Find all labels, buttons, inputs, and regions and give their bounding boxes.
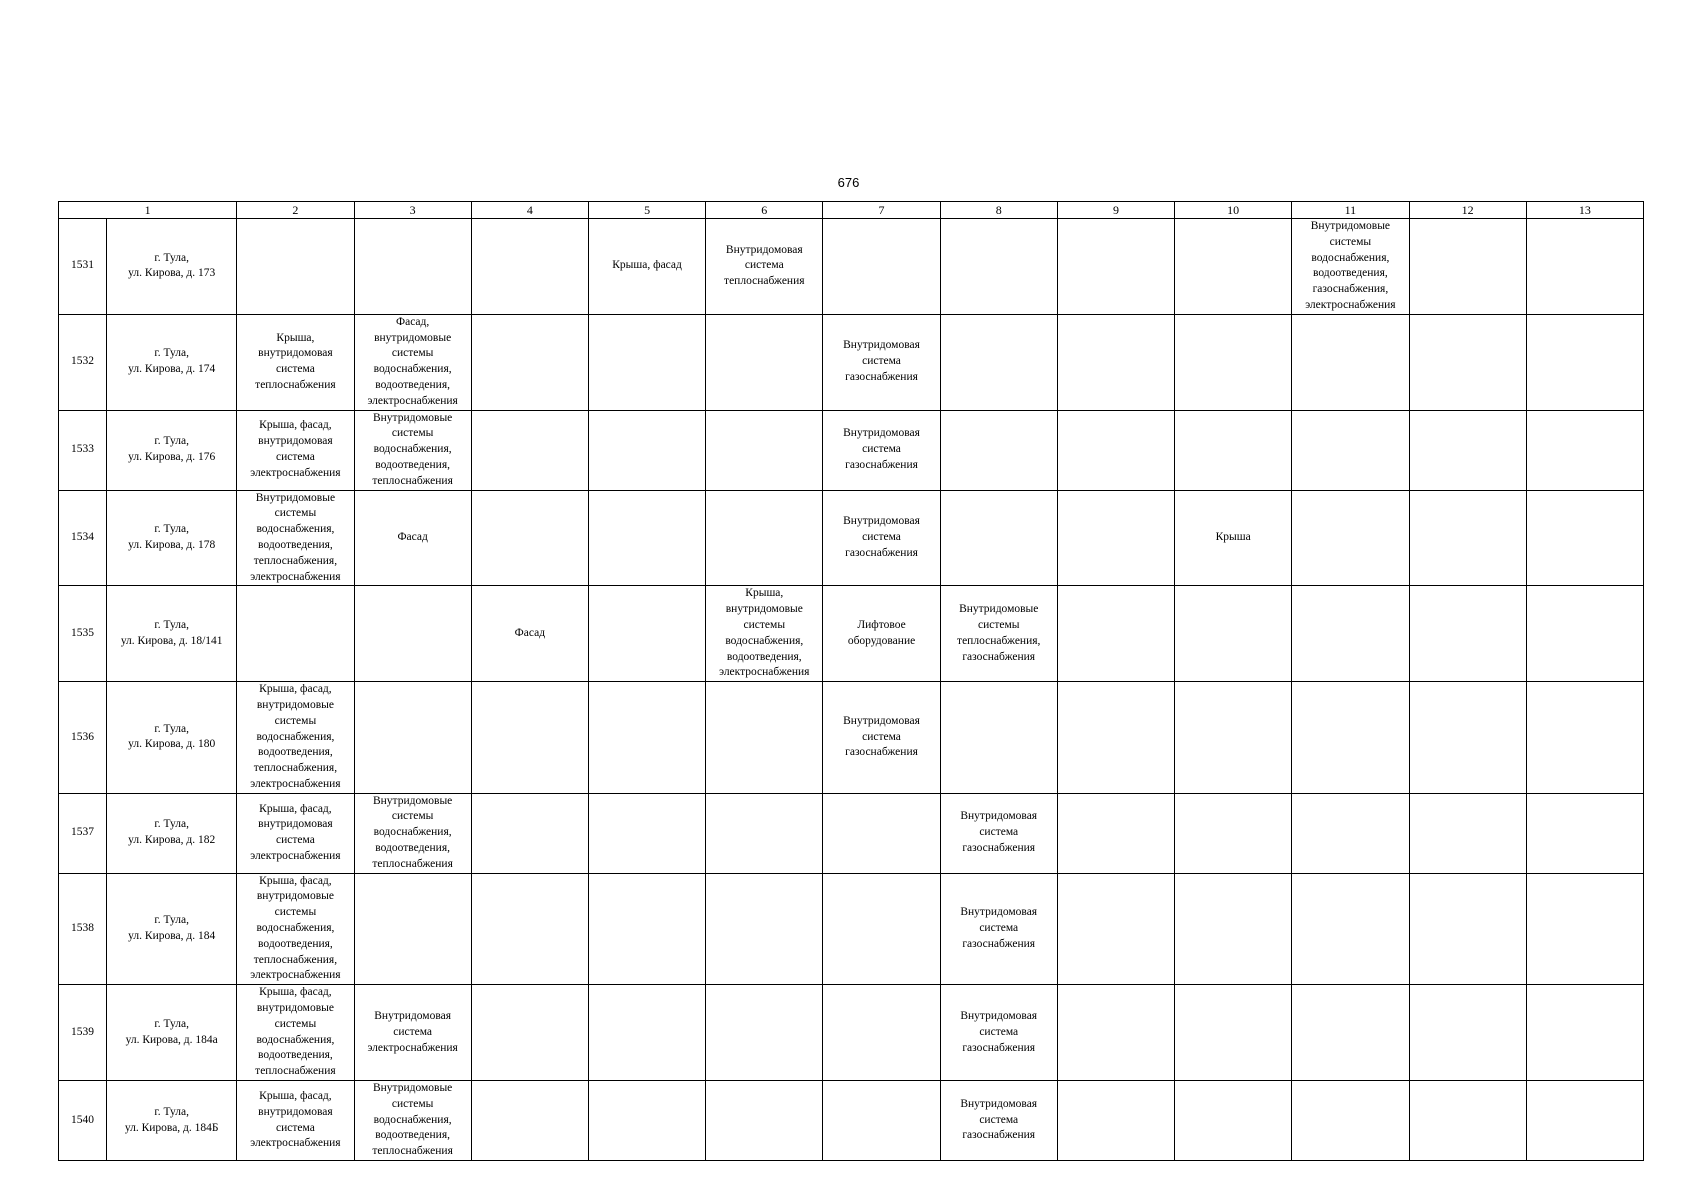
work-cell-col-5 xyxy=(588,793,705,873)
work-cell-col-11 xyxy=(1292,873,1409,985)
work-cell-col-9 xyxy=(1057,873,1174,985)
column-header: 9 xyxy=(1057,202,1174,219)
work-cell-col-9 xyxy=(1057,985,1174,1081)
work-cell-col-6 xyxy=(706,873,823,985)
work-cell-col-4 xyxy=(471,314,588,410)
table-row xyxy=(59,410,1644,490)
work-cell-col-11 xyxy=(1292,985,1409,1081)
work-cell-col-6: Крыша, внутридомовые системы водоснабжения, водоотведения, электроснабжения xyxy=(706,586,823,682)
row-number: 1531 xyxy=(59,219,107,315)
work-cell-col-3: Внутридомовые системы водоснабжения, водоотведения, теплоснабжения xyxy=(354,1081,471,1161)
address-cell: г. Тула, ул. Кирова, д. 184 xyxy=(107,873,237,985)
address-cell: г. Тула, ул. Кирова, д. 18/141 xyxy=(107,586,237,682)
work-cell-col-3 xyxy=(354,586,471,682)
work-cell-col-5 xyxy=(588,410,705,490)
work-cell-col-12 xyxy=(1409,314,1526,410)
address-cell: г. Тула, ул. Кирова, д. 178 xyxy=(107,490,237,586)
work-cell-col-3 xyxy=(354,873,471,985)
table-row xyxy=(59,985,1644,1081)
work-cell-col-12 xyxy=(1409,586,1526,682)
address-cell: г. Тула, ул. Кирова, д. 173 xyxy=(107,219,237,315)
work-cell-col-9 xyxy=(1057,793,1174,873)
work-cell-col-7 xyxy=(823,985,940,1081)
row-number: 1539 xyxy=(59,985,107,1081)
column-header: 8 xyxy=(940,202,1057,219)
work-cell-col-3: Внутридомовая система электроснабжения xyxy=(354,985,471,1081)
row-number: 1535 xyxy=(59,586,107,682)
work-cell-col-6 xyxy=(706,793,823,873)
work-cell-col-8 xyxy=(940,682,1057,794)
work-cell-col-6 xyxy=(706,985,823,1081)
work-cell-col-8: Внутридомовая система газоснабжения xyxy=(940,1081,1057,1161)
row-number: 1540 xyxy=(59,1081,107,1161)
work-cell-col-11 xyxy=(1292,410,1409,490)
work-cell-col-11 xyxy=(1292,793,1409,873)
work-cell-col-7: Внутридомовая система газоснабжения xyxy=(823,410,940,490)
work-cell-col-12 xyxy=(1409,793,1526,873)
work-cell-col-7 xyxy=(823,793,940,873)
column-header: 2 xyxy=(237,202,354,219)
work-cell-col-8 xyxy=(940,410,1057,490)
work-cell-col-13 xyxy=(1526,1081,1643,1161)
column-header: 11 xyxy=(1292,202,1409,219)
column-header: 6 xyxy=(706,202,823,219)
work-cell-col-3: Внутридомовые системы водоснабжения, водоотведения, теплоснабжения xyxy=(354,793,471,873)
work-cell-col-7 xyxy=(823,873,940,985)
work-cell-col-7: Внутридомовая система газоснабжения xyxy=(823,314,940,410)
column-header: 13 xyxy=(1526,202,1643,219)
work-cell-col-2 xyxy=(237,219,354,315)
work-cell-col-6 xyxy=(706,410,823,490)
work-cell-col-11 xyxy=(1292,682,1409,794)
work-cell-col-3: Внутридомовые системы водоснабжения, водоотведения, теплоснабжения xyxy=(354,410,471,490)
work-cell-col-13 xyxy=(1526,314,1643,410)
work-cell-col-9 xyxy=(1057,586,1174,682)
work-cell-col-11 xyxy=(1292,314,1409,410)
work-cell-col-12 xyxy=(1409,490,1526,586)
work-cell-col-4 xyxy=(471,682,588,794)
work-cell-col-10 xyxy=(1175,1081,1292,1161)
work-cell-col-7: Лифтовое оборудование xyxy=(823,586,940,682)
work-cell-col-8: Внутридомовая система газоснабжения xyxy=(940,873,1057,985)
work-cell-col-8: Внутридомовая система газоснабжения xyxy=(940,985,1057,1081)
work-cell-col-12 xyxy=(1409,985,1526,1081)
work-cell-col-5 xyxy=(588,1081,705,1161)
table-row xyxy=(59,682,1644,794)
work-cell-col-10 xyxy=(1175,314,1292,410)
work-cell-col-11 xyxy=(1292,586,1409,682)
work-cell-col-10 xyxy=(1175,586,1292,682)
work-cell-col-13 xyxy=(1526,793,1643,873)
address-cell: г. Тула, ул. Кирова, д. 174 xyxy=(107,314,237,410)
row-number: 1536 xyxy=(59,682,107,794)
work-cell-col-7: Внутридомовая система газоснабжения xyxy=(823,682,940,794)
work-cell-col-2: Крыша, фасад, внутридомовая система электроснабжения xyxy=(237,793,354,873)
work-cell-col-13 xyxy=(1526,490,1643,586)
work-cell-col-8 xyxy=(940,219,1057,315)
work-cell-col-12 xyxy=(1409,410,1526,490)
work-cell-col-11: Внутридомовые системы водоснабжения, водоотведения, газоснабжения, электроснабжения xyxy=(1292,219,1409,315)
work-cell-col-3: Фасад, внутридомовые системы водоснабжения, водоотведения, электроснабжения xyxy=(354,314,471,410)
work-cell-col-5 xyxy=(588,586,705,682)
row-number: 1533 xyxy=(59,410,107,490)
work-cell-col-9 xyxy=(1057,490,1174,586)
work-cell-col-10 xyxy=(1175,219,1292,315)
work-cell-col-5: Крыша, фасад xyxy=(588,219,705,315)
column-header: 3 xyxy=(354,202,471,219)
work-cell-col-4 xyxy=(471,219,588,315)
address-cell: г. Тула, ул. Кирова, д. 184а xyxy=(107,985,237,1081)
work-cell-col-2: Крыша, фасад, внутридомовая система электроснабжения xyxy=(237,410,354,490)
work-cell-col-5 xyxy=(588,490,705,586)
work-cell-col-4 xyxy=(471,793,588,873)
work-cell-col-6 xyxy=(706,314,823,410)
work-cell-col-7: Внутридомовая система газоснабжения xyxy=(823,490,940,586)
work-cell-col-5 xyxy=(588,314,705,410)
work-cell-col-5 xyxy=(588,873,705,985)
work-cell-col-11 xyxy=(1292,490,1409,586)
work-cell-col-2 xyxy=(237,586,354,682)
work-cell-col-7 xyxy=(823,1081,940,1161)
table-row xyxy=(59,873,1644,985)
work-cell-col-12 xyxy=(1409,682,1526,794)
work-cell-col-11 xyxy=(1292,1081,1409,1161)
header-row xyxy=(59,202,1644,219)
work-cell-col-12 xyxy=(1409,219,1526,315)
column-header: 1 xyxy=(59,202,237,219)
table-row xyxy=(59,793,1644,873)
work-cell-col-2: Крыша, фасад, внутридомовые системы водоснабжения, водоотведения, теплоснабжения xyxy=(237,985,354,1081)
column-header: 5 xyxy=(588,202,705,219)
work-cell-col-13 xyxy=(1526,219,1643,315)
work-cell-col-6: Внутридомовая система теплоснабжения xyxy=(706,219,823,315)
work-cell-col-8 xyxy=(940,490,1057,586)
column-header: 7 xyxy=(823,202,940,219)
row-number: 1538 xyxy=(59,873,107,985)
table-row xyxy=(59,586,1644,682)
work-cell-col-4 xyxy=(471,410,588,490)
work-cell-col-4 xyxy=(471,985,588,1081)
work-cell-col-8: Внутридомовая система газоснабжения xyxy=(940,793,1057,873)
work-cell-col-3 xyxy=(354,219,471,315)
address-cell: г. Тула, ул. Кирова, д. 182 xyxy=(107,793,237,873)
work-cell-col-2: Крыша, фасад, внутридомовая система электроснабжения xyxy=(237,1081,354,1161)
work-cell-col-13 xyxy=(1526,682,1643,794)
address-cell: г. Тула, ул. Кирова, д. 176 xyxy=(107,410,237,490)
work-cell-col-3 xyxy=(354,682,471,794)
page-number: 676 xyxy=(837,175,860,190)
work-cell-col-9 xyxy=(1057,1081,1174,1161)
work-cell-col-9 xyxy=(1057,314,1174,410)
work-cell-col-4 xyxy=(471,1081,588,1161)
work-cell-col-13 xyxy=(1526,586,1643,682)
work-cell-col-8: Внутридомовые системы теплоснабжения, газоснабжения xyxy=(940,586,1057,682)
table-row xyxy=(59,314,1644,410)
column-header: 10 xyxy=(1175,202,1292,219)
work-cell-col-8 xyxy=(940,314,1057,410)
work-cell-col-13 xyxy=(1526,410,1643,490)
work-cell-col-10 xyxy=(1175,793,1292,873)
work-cell-col-2: Внутридомовые системы водоснабжения, водоотведения, теплоснабжения, электроснабжения xyxy=(237,490,354,586)
column-header: 12 xyxy=(1409,202,1526,219)
work-cell-col-10 xyxy=(1175,682,1292,794)
work-cell-col-7 xyxy=(823,219,940,315)
work-cell-col-12 xyxy=(1409,1081,1526,1161)
address-cell: г. Тула, ул. Кирова, д. 184Б xyxy=(107,1081,237,1161)
work-cell-col-12 xyxy=(1409,873,1526,985)
work-cell-col-2: Крыша, внутридомовая система теплоснабжения xyxy=(237,314,354,410)
work-cell-col-3: Фасад xyxy=(354,490,471,586)
work-cell-col-9 xyxy=(1057,682,1174,794)
work-cell-col-4 xyxy=(471,490,588,586)
table-row xyxy=(59,490,1644,586)
work-cell-col-10 xyxy=(1175,985,1292,1081)
table-row xyxy=(59,219,1644,315)
work-cell-col-2: Крыша, фасад, внутридомовые системы водоснабжения, водоотведения, теплоснабжения, электроснабжения xyxy=(237,682,354,794)
work-cell-col-2: Крыша, фасад, внутридомовые системы водоснабжения, водоотведения, теплоснабжения, электроснабжения xyxy=(237,873,354,985)
row-number: 1532 xyxy=(59,314,107,410)
work-cell-col-9 xyxy=(1057,219,1174,315)
work-cell-col-10: Крыша xyxy=(1175,490,1292,586)
row-number: 1537 xyxy=(59,793,107,873)
work-cell-col-4 xyxy=(471,873,588,985)
work-cell-col-6 xyxy=(706,1081,823,1161)
work-cell-col-6 xyxy=(706,490,823,586)
work-cell-col-13 xyxy=(1526,985,1643,1081)
row-number: 1534 xyxy=(59,490,107,586)
work-cell-col-4: Фасад xyxy=(471,586,588,682)
registry-table xyxy=(58,201,1644,1161)
address-cell: г. Тула, ул. Кирова, д. 180 xyxy=(107,682,237,794)
column-header: 4 xyxy=(471,202,588,219)
work-cell-col-5 xyxy=(588,682,705,794)
work-cell-col-10 xyxy=(1175,873,1292,985)
work-cell-col-13 xyxy=(1526,873,1643,985)
work-cell-col-9 xyxy=(1057,410,1174,490)
table-row xyxy=(59,1081,1644,1161)
work-cell-col-5 xyxy=(588,985,705,1081)
work-cell-col-6 xyxy=(706,682,823,794)
work-cell-col-10 xyxy=(1175,410,1292,490)
